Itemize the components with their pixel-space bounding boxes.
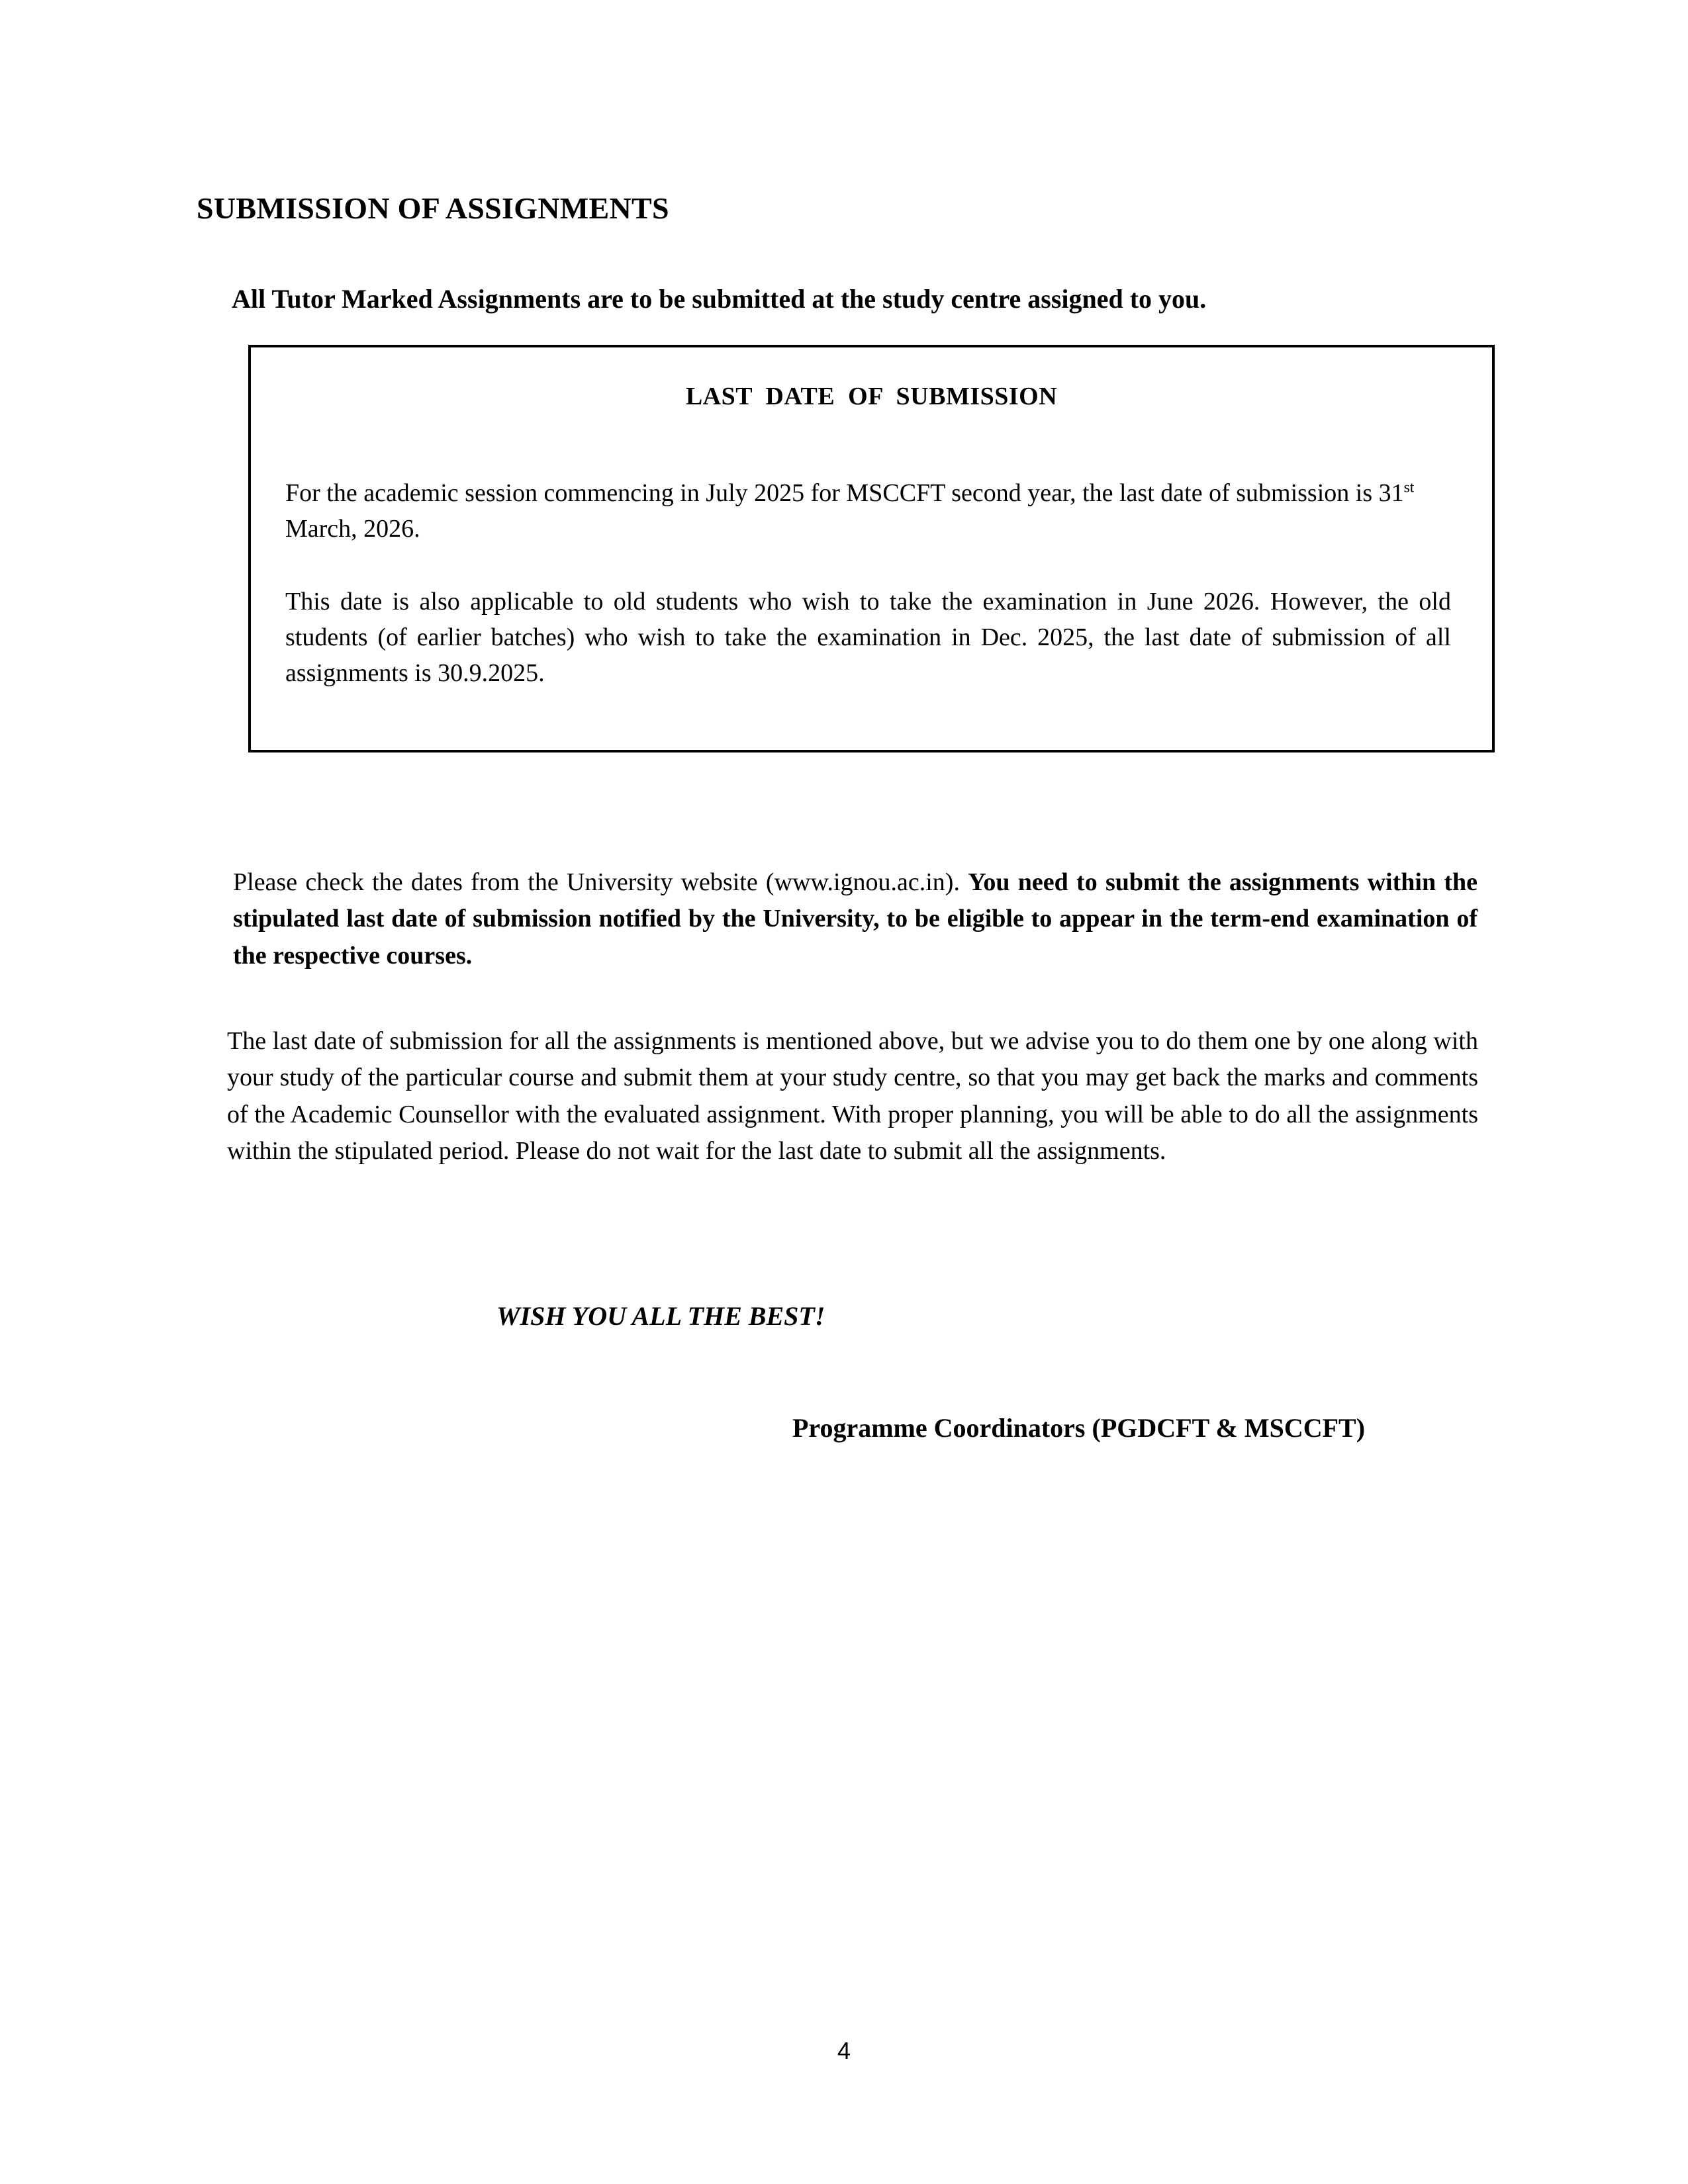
box-paragraph-old-students: This date is also applicable to old students who wish to take the examination in June 2026. However, the old students (of earlier batches) who wish to take the examination in Dec. 2025, the last date of submission of all assignments is 30.9.2025. <box>285 588 1451 687</box>
box-paragraph-session-date <box>285 476 1451 547</box>
lead-instruction-line: All Tutor Marked Assignments are to be submitted at the study centre assigned to you. <box>232 284 1207 314</box>
page-number: 4 <box>837 2037 851 2064</box>
website-check-paragraph <box>233 864 1477 974</box>
ordinal-suffix: st <box>1403 478 1415 496</box>
advice-paragraph: The last date of submission for all the assignments is mentioned above, but we advise you to do them one by one along with your study of the particular course and submit them at your study centre, so that you may get back the marks and comments of the Academic Counsellor with the evaluated assignment. With proper planning, you will be able to do all the assignments within the stipulated period. Please do not wait for the last date to submit all the assignments. <box>227 1027 1478 1165</box>
programme-coordinators-signature: Programme Coordinators (PGDCFT & MSCCFT) <box>792 1413 1366 1443</box>
box-paragraph-session-date-text-after: March, 2026. <box>285 514 420 543</box>
box-paragraph-session-date-text-before: For the academic session commencing in July 2025 for MSCCFT second year, the last date of submission is 31 <box>285 479 1404 507</box>
website-check-bold-text: You need to submit the assignments within the stipulated last date of submission notified by the University, to be eligible to appear in the term-end examination of the respective courses. <box>233 868 1477 970</box>
box-heading: LAST DATE OF SUBMISSION <box>685 383 1058 410</box>
page-title: SUBMISSION OF ASSIGNMENTS <box>197 191 669 225</box>
website-check-normal-text: Please check the dates from the University website (www.ignou.ac.in). <box>233 868 968 896</box>
wish-you-all-the-best-line: WISH YOU ALL THE BEST! <box>496 1301 825 1331</box>
last-date-of-submission-box <box>248 345 1495 752</box>
